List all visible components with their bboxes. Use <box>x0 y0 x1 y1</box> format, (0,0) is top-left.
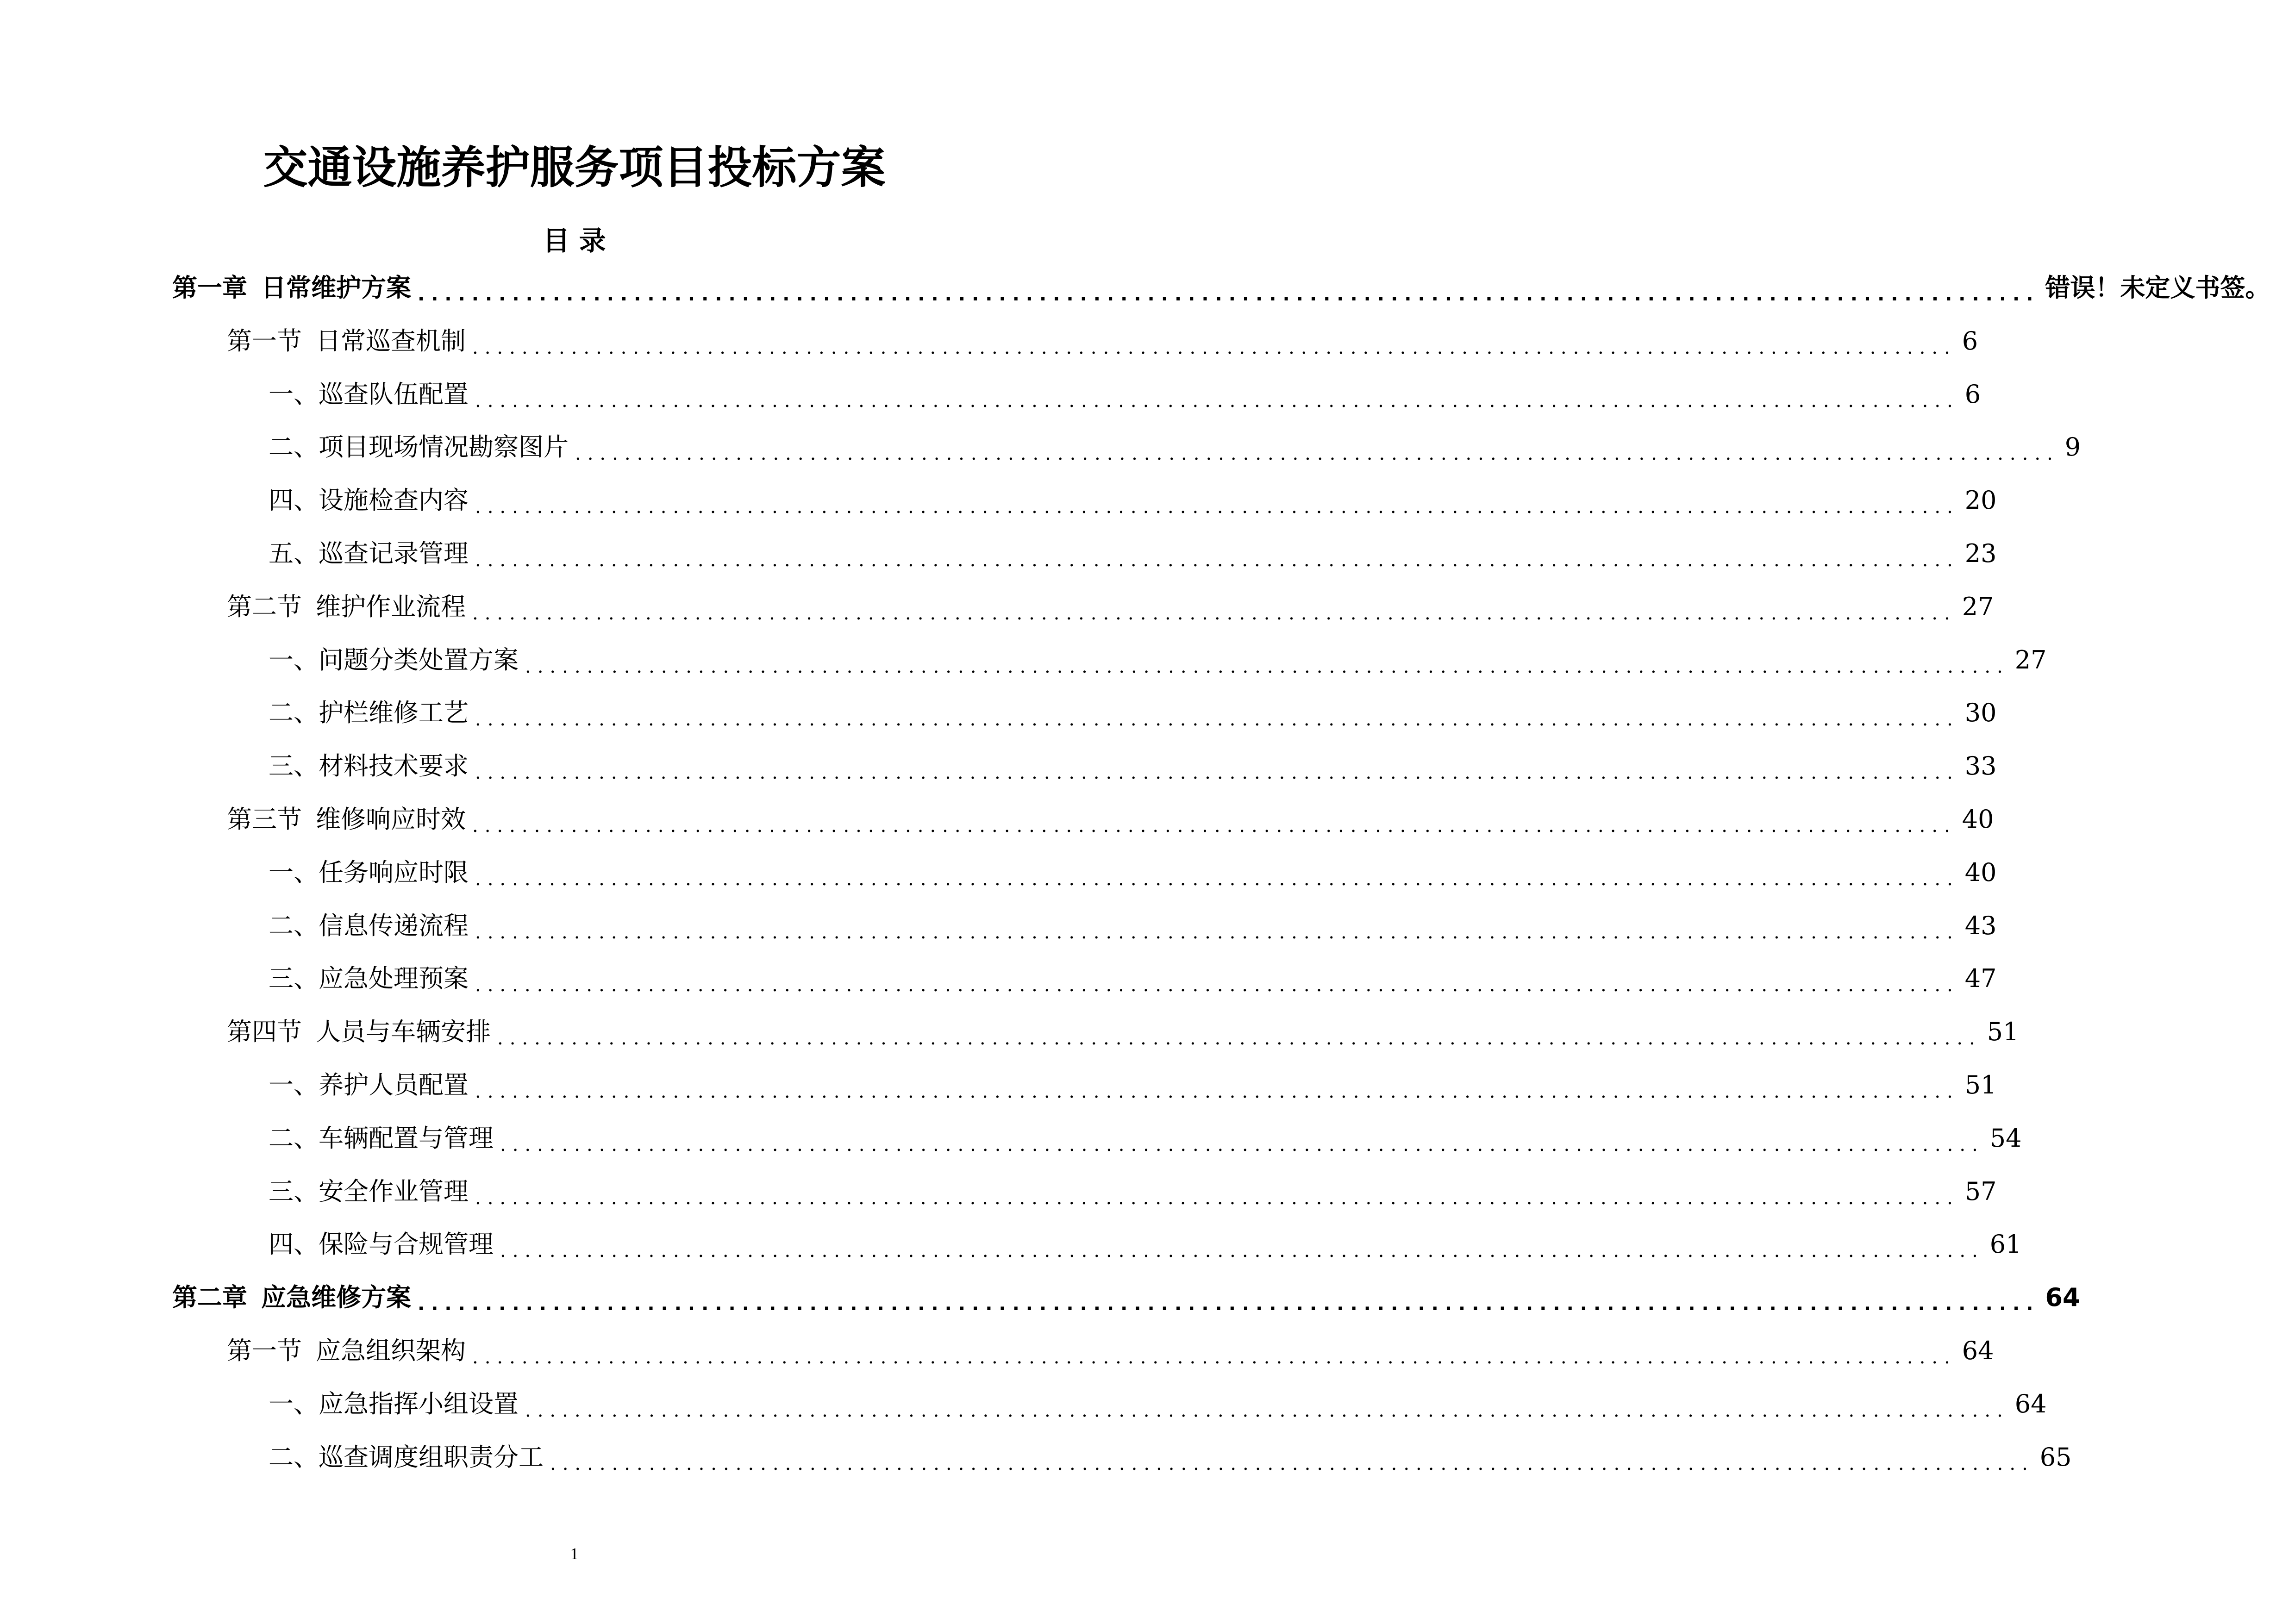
toc-item-entry[interactable] <box>269 745 1997 787</box>
toc-entry-label <box>227 320 466 362</box>
toc-dot-leader: ........................................................................................................................ <box>472 1347 1957 1368</box>
toc-entry-label <box>269 958 469 999</box>
toc-section-entry[interactable] <box>227 1011 2019 1053</box>
page-number: 1 <box>570 1544 579 1563</box>
toc-item-entry[interactable] <box>269 1383 2047 1425</box>
toc-dot-leader: ........................................................................................................................ <box>525 656 2009 677</box>
toc-dot-leader: ........................................................................................................................ <box>500 1240 1984 1262</box>
toc-entry-number: 二、 <box>269 1443 319 1472</box>
toc-item-entry[interactable] <box>269 533 1997 575</box>
toc-entry-label <box>269 1118 494 1159</box>
toc-chapter-entry[interactable] <box>172 267 2270 309</box>
toc-item-entry[interactable] <box>269 480 1997 521</box>
toc-entry-title: 应急维修方案 <box>261 1283 411 1312</box>
toc-entry-title: 巡查记录管理 <box>319 539 469 568</box>
toc-entry-title: 巡查调度组职责分工 <box>319 1443 544 1472</box>
toc-entry-page: 30 <box>1964 698 1997 727</box>
toc-entry-title: 设施检查内容 <box>319 486 469 515</box>
toc-entry-page: 43 <box>1964 911 1997 940</box>
toc-entry-number: 三、 <box>269 964 319 993</box>
toc-dot-leader: ........................................................................................................................ <box>475 1081 1959 1102</box>
toc-entry-number: 第二章 <box>172 1283 247 1312</box>
toc-entry-title: 保险与合规管理 <box>319 1230 494 1259</box>
toc-entry-page: 20 <box>1964 486 1997 515</box>
toc-entry-label <box>269 533 469 575</box>
toc-entry-page: 47 <box>1964 964 1997 993</box>
toc-entry-label <box>269 374 469 415</box>
toc-entry-number: 四、 <box>269 1230 319 1259</box>
toc-entry-label <box>269 905 469 947</box>
toc-entry-page: 错误！未定义书签。 <box>2045 273 2270 302</box>
toc-entry-page: 65 <box>2039 1443 2072 1472</box>
toc-entry-page: 54 <box>1989 1124 2022 1153</box>
toc-dot-leader: ........................................................................................................................ <box>550 1453 2034 1474</box>
toc-entry-page: 6 <box>1964 380 1981 409</box>
toc-entry-title: 维修响应时效 <box>316 805 466 834</box>
toc-entry-title: 任务响应时限 <box>319 858 469 887</box>
toc-dot-leader: ........................................................................................................................ <box>475 974 1959 996</box>
toc-entry-number: 第一节 <box>227 326 302 356</box>
toc-dot-leader: ........................................................................................................................ <box>472 815 1957 837</box>
toc-item-entry[interactable] <box>269 1064 1997 1106</box>
toc-heading: 目 录 <box>543 225 606 256</box>
toc-dot-leader: ........................................................................................................................ <box>472 603 1957 624</box>
toc-dot-leader: ........................................................................................................................ <box>418 1293 2040 1315</box>
toc-entry-label <box>227 586 466 628</box>
toc-entry-title: 人员与车辆安排 <box>316 1017 491 1046</box>
toc-entry-title: 护栏维修工艺 <box>319 698 469 727</box>
toc-entry-title: 维护作业流程 <box>316 592 466 621</box>
toc-entry-title: 项目现场情况勘察图片 <box>319 432 569 462</box>
toc-entry-number: 三、 <box>269 751 319 781</box>
toc-entry-page: 23 <box>1964 539 1997 568</box>
toc-dot-leader: ........................................................................................................................ <box>500 1134 1984 1156</box>
toc-section-entry[interactable] <box>227 586 1994 628</box>
toc-section-entry[interactable] <box>227 1330 1994 1372</box>
toc-entry-page: 61 <box>1989 1230 2022 1259</box>
toc-entry-number: 二、 <box>269 1124 319 1153</box>
toc-entry-number: 一、 <box>269 1070 319 1099</box>
toc-entry-label <box>227 799 466 840</box>
toc-entry-number: 三、 <box>269 1177 319 1206</box>
toc-dot-leader: ........................................................................................................................ <box>472 337 1957 358</box>
toc-item-entry[interactable] <box>269 1118 2022 1159</box>
toc-entry-number: 一、 <box>269 645 319 675</box>
toc-entry-page: 64 <box>1962 1336 1994 1365</box>
document-title: 交通设施养护服务项目投标方案 <box>263 142 886 194</box>
toc-item-entry[interactable] <box>269 852 1997 893</box>
toc-item-entry[interactable] <box>269 1224 2022 1265</box>
toc-entry-number: 第二节 <box>227 592 302 621</box>
toc-entry-page: 40 <box>1962 805 1994 834</box>
toc-dot-leader: ........................................................................................................................ <box>475 922 1959 943</box>
toc-entry-label <box>172 1277 411 1318</box>
toc-item-entry[interactable] <box>269 958 1997 999</box>
toc-dot-leader: ........................................................................................................................ <box>475 390 1959 412</box>
toc-entry-label <box>269 852 469 893</box>
toc-entry-number: 一、 <box>269 1389 319 1418</box>
toc-entry-label <box>227 1330 466 1372</box>
toc-entry-label <box>269 1437 544 1478</box>
toc-entry-number: 第一节 <box>227 1336 302 1365</box>
toc-entry-number: 一、 <box>269 858 319 887</box>
toc-entry-number: 二、 <box>269 911 319 940</box>
toc-entry-number: 第四节 <box>227 1017 302 1046</box>
toc-item-entry[interactable] <box>269 639 2047 681</box>
toc-entry-title: 应急处理预案 <box>319 964 469 993</box>
toc-entry-page: 51 <box>1987 1017 2019 1046</box>
toc-entry-title: 信息传递流程 <box>319 911 469 940</box>
toc-entry-label <box>269 692 469 734</box>
toc-entry-title: 问题分类处置方案 <box>319 645 519 675</box>
toc-entry-page: 9 <box>2064 432 2081 462</box>
toc-dot-leader: ........................................................................................................................ <box>475 762 1959 783</box>
toc-entry-number: 二、 <box>269 698 319 727</box>
toc-entry-label <box>269 1171 469 1212</box>
toc-entry-page: 27 <box>2014 645 2047 675</box>
toc-dot-leader: ........................................................................................................................ <box>475 550 1959 571</box>
toc-entry-title: 车辆配置与管理 <box>319 1124 494 1153</box>
toc-item-entry[interactable] <box>269 1437 2072 1478</box>
toc-item-entry[interactable] <box>269 374 1981 415</box>
toc-entry-page: 33 <box>1964 751 1997 781</box>
toc-entry-number: 第三节 <box>227 805 302 834</box>
toc-entry-label <box>269 1064 469 1106</box>
toc-entry-label <box>269 426 569 468</box>
toc-entry-label <box>269 1383 519 1425</box>
toc-entry-label <box>227 1011 491 1053</box>
toc-dot-leader: ........................................................................................................................ <box>525 1400 2009 1421</box>
toc-chapter-entry[interactable] <box>172 1277 2080 1318</box>
toc-entry-number: 一、 <box>269 380 319 409</box>
toc-dot-leader: ........................................................................................................................ <box>475 868 1959 890</box>
toc-entry-page: 27 <box>1962 592 1994 621</box>
toc-entry-number: 第一章 <box>172 273 247 302</box>
toc-item-entry[interactable] <box>269 426 2081 468</box>
toc-entry-page: 51 <box>1964 1070 1997 1099</box>
toc-dot-leader: ........................................................................................................................ <box>475 709 1959 730</box>
toc-entry-title: 材料技术要求 <box>319 751 469 781</box>
toc-entry-label <box>269 745 469 787</box>
toc-dot-leader: ........................................................................................................................ <box>475 496 1959 518</box>
toc-dot-leader: ........................................................................................................................ <box>497 1028 1982 1049</box>
toc-entry-page: 64 <box>2045 1283 2080 1312</box>
toc-entry-number: 二、 <box>269 432 319 462</box>
toc-entry-title: 应急指挥小组设置 <box>319 1389 519 1418</box>
toc-entry-title: 养护人员配置 <box>319 1070 469 1099</box>
toc-section-entry[interactable] <box>227 320 1978 362</box>
toc-entry-page: 40 <box>1964 858 1997 887</box>
toc-item-entry[interactable] <box>269 692 1997 734</box>
toc-section-entry[interactable] <box>227 799 1994 840</box>
toc-dot-leader: ........................................................................................................................ <box>418 284 2040 305</box>
toc-item-entry[interactable] <box>269 1171 1997 1212</box>
toc-entry-number: 四、 <box>269 486 319 515</box>
toc-entry-title: 安全作业管理 <box>319 1177 469 1206</box>
toc-item-entry[interactable] <box>269 905 1997 947</box>
toc-entry-title: 应急组织架构 <box>316 1336 466 1365</box>
toc-entry-label <box>269 1224 494 1265</box>
toc-entry-title: 日常巡查机制 <box>316 326 466 356</box>
toc-entry-title: 巡查队伍配置 <box>319 380 469 409</box>
toc-entry-title: 日常维护方案 <box>261 273 411 302</box>
toc-entry-label <box>172 267 411 309</box>
toc-dot-leader: ........................................................................................................................ <box>475 1187 1959 1209</box>
toc-entry-page: 57 <box>1964 1177 1997 1206</box>
toc-entry-page: 64 <box>2014 1389 2047 1418</box>
toc-dot-leader: ........................................................................................................................ <box>575 443 2059 464</box>
toc-entry-number: 五、 <box>269 539 319 568</box>
toc-entry-label <box>269 639 519 681</box>
toc-entry-page: 6 <box>1962 326 1978 356</box>
toc-entry-label <box>269 480 469 521</box>
